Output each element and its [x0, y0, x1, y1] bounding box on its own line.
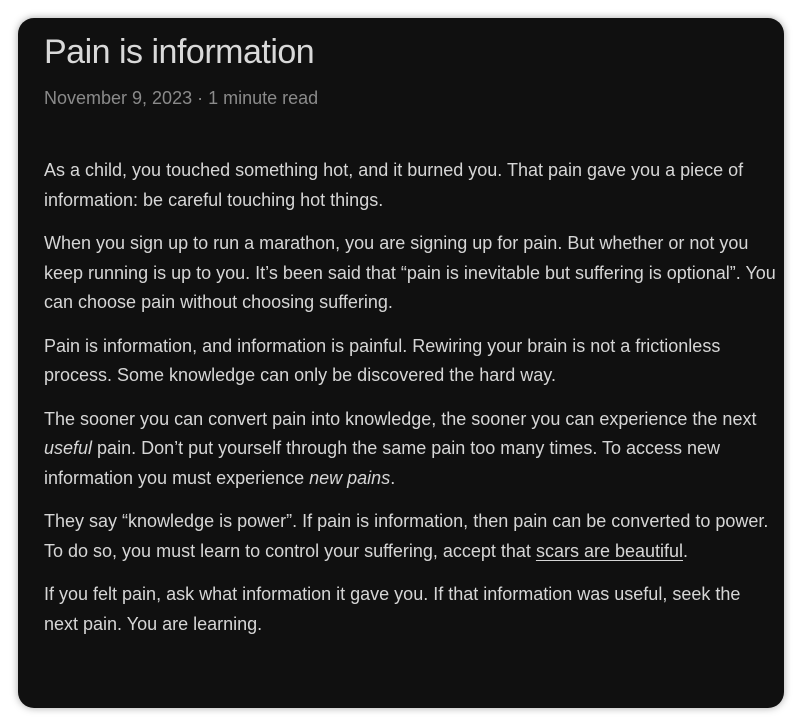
- paragraph-5-text-a: They say “knowledge is power”. If pain is information, then pain can be converted to power. To do so, you must learn to control your suffering, accept that: [44, 511, 769, 561]
- paragraph-5-text-c: .: [683, 540, 689, 561]
- emphasis-new-pains: new pains: [309, 467, 391, 488]
- paragraph-3: Pain is information, and information is painful. Rewiring your brain is not a frictionless process. Some knowledge can only be discovered the hard way.: [44, 335, 721, 385]
- scars-are-beautiful-link[interactable]: scars are beautiful: [535, 540, 684, 561]
- paragraph-4: [44, 405, 778, 494]
- article-date: November 9, 2023: [44, 88, 193, 108]
- article-window: [18, 18, 784, 708]
- meta-separator: ·: [192, 88, 209, 108]
- paragraph-4-text-a: The sooner you can convert pain into knowledge, the sooner you can experience the next: [44, 408, 757, 429]
- paragraph-1: As a child, you touched something hot, and it burned you. That pain gave you a piece of information: be careful touching hot things.: [44, 160, 744, 210]
- paragraph-6: If you felt pain, ask what information it gave you. If that information was useful, seek the next pain. You are learning.: [44, 584, 741, 634]
- paragraph-5: [44, 507, 778, 566]
- paragraph-2: When you sign up to run a marathon, you are signing up for pain. But whether or not you keep running is up to you. It’s been said that “pain is inevitable but suffering is optional”. You can choose pain without choosing suffering.: [44, 233, 776, 312]
- read-time: 1 minute read: [208, 88, 319, 108]
- emphasis-useful: useful: [44, 438, 93, 458]
- article-title: Pain is information: [44, 33, 315, 71]
- article-meta: [44, 84, 784, 112]
- article-body: [44, 156, 778, 639]
- paragraph-4-text-c: .: [390, 467, 396, 488]
- paragraph-4-text-b: pain. Don’t put yourself through the same pain too many times. To access new information you must experience: [44, 438, 721, 488]
